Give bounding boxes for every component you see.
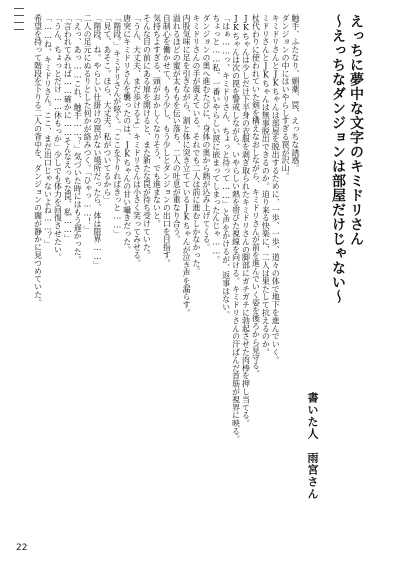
page-number: 22 — [16, 543, 28, 553]
body-column: 「階段、ね。やらしい仕掛けの罠がない場所だったら、体は限界……」 — [93, 14, 102, 269]
body-column: 「……ね、キミドリさん。ここ、まだ出口じゃないよね……？」 — [43, 14, 53, 248]
body-column: 触手、ふたなり、媚薬、罠、えっちな誘惑。 — [291, 14, 300, 172]
body-column: 「言われてみれば……確かに……そんなえっちな罠、私……」 — [63, 14, 73, 242]
header-rule-lines — [14, 8, 24, 36]
body-column: 自制心を働かせて、もう少し、もう少しとダンジョンの出口を目指す。 — [162, 14, 172, 267]
body-column: 「はぁ……っ、キミドリさん、ちょっと待って……」と声をかけるが、返事はない。 — [221, 14, 231, 319]
story-subtitle: 〜えっちなダンジョンは部屋だけじゃない〜 — [330, 14, 346, 304]
body-column: 「見て、あそこ。ほら、大丈夫。私がついてるから」 — [102, 14, 112, 204]
body-column: 「えっ、あっ……これ、触手……？」気づいた時にはもう遅かった。 — [73, 14, 83, 264]
body-column: 「うん、大丈夫、まだ歩けるよ」キミドリさんは小さく笑ってみせる。 — [132, 14, 142, 267]
body-column: ダンジョンの中にはいやらしすぎる罠が沢山。 — [281, 14, 291, 180]
body-column: ちょっと……私、一番いやらしい罠に嵌まってしまったんじゃ……。 — [211, 14, 221, 264]
story-title-main: えっちに夢中な文字のキミドリさん — [348, 14, 364, 246]
body-column: 気持ちよすぎる、頭がおかしくなりそう、でも進まないと。 — [152, 14, 162, 228]
body-column: 二人の足元にぬるりとした何かが絡みつく。「ひゃっ……！」 — [83, 14, 93, 234]
body-column: JKちゃんは少しだけ下半身の衣服を剥ぎ取られたキミドリさんの脚部にガチガチに勃起させた肉棒を押し当てる。 — [241, 14, 251, 427]
author-credit: 書いた人 雨宮さん — [306, 392, 319, 500]
body-column: 「うん、ちょっとだけ……休もっか」少しでも体力を回復させたい。 — [53, 14, 63, 262]
body-column: キミドリさんの手が震えている。それでも二人は前に進むしかなかった。 — [192, 14, 201, 275]
body-column: 内股気味に足を引きながら、割と体に突き立てているJKちゃんが泣き声を漏らす。 — [182, 14, 192, 317]
body-column: 希望を持って階段を下りる二人の背中を、ダンジョンの闇が静かに見つめていた。 — [33, 14, 43, 307]
body-column: JKちゃんは次の罠を警戒しながら、いやらしい熱を帯びた視線を向ける。キミドリさんの汗ばんだ首筋が視界に映る。 — [231, 14, 241, 443]
body-column: キミドリさんとJKちゃんは部屋を脱出するために、一歩、一歩、道々の体で地下を進んでいく。 — [271, 14, 281, 364]
body-column: 唐突にキミドリさんを襲ったのは、JKちゃんの甘い囁きだった。 — [122, 14, 132, 254]
body-column: 溢れるほどの蜜が太ももを伝い落ち、二人の吐息が重なり合う。 — [172, 14, 182, 244]
body-column: 「階段。」キミドリさんが呟く。「ここを下りればきっと……」 — [112, 14, 122, 238]
body-column: そんな目の前にある扉を開けると、また新たな罠が待ち受けていた。 — [142, 14, 152, 259]
body-column: ミドリさんとJKちゃんは無事脱出できるのか。迫り来る快楽に、二人は果たして抗えるのか。 — [261, 14, 271, 356]
body-column: ダンジョンの奥へ進むたびに、身体の奥から熱が込み上げてくる。 — [201, 14, 211, 251]
story-title — [329, 14, 365, 314]
body-column: 杖代わりに使われていた剣を構えなおしながら、キミドリさんが前を進んでいく姿を後ろから見守る。 — [251, 14, 261, 378]
